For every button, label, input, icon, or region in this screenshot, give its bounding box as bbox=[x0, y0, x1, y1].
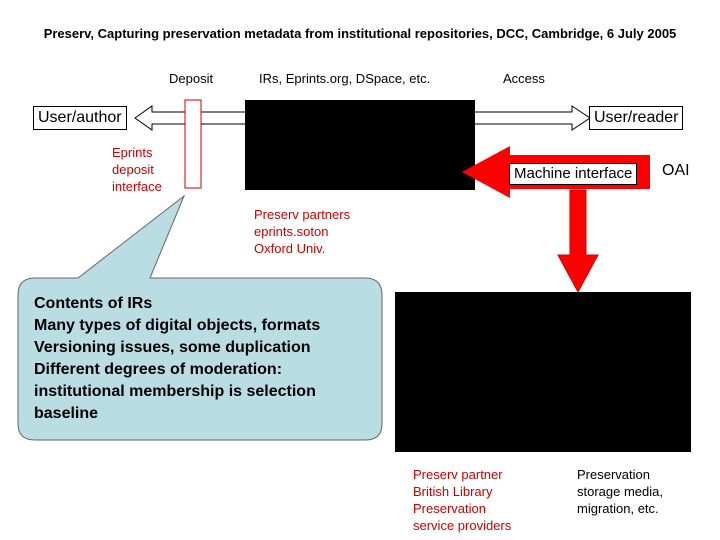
deposit-interface-box bbox=[185, 100, 201, 188]
eprints-deposit-label: Eprints deposit interface bbox=[112, 145, 162, 194]
deposit-label: Deposit bbox=[169, 71, 214, 86]
ir-black-box bbox=[245, 100, 475, 190]
callout-text: Contents of IRs Many types of digital objects, formats Versioning issues, some duplication Different degrees of moderation: institutional membership is selection baseline bbox=[34, 295, 321, 422]
irs-label: IRs, Eprints.org, DSpace, etc. bbox=[259, 71, 431, 86]
british-library-label: Preserv partner British Library Preservation service providers bbox=[413, 467, 512, 533]
page-title: Preserv, Capturing preservation metadata from institutional repositories, DCC, Cambridge, 6 July 2005 bbox=[43, 26, 677, 41]
machine-interface-box: Machine interface bbox=[509, 163, 637, 185]
user-reader-box: User/reader bbox=[589, 106, 683, 130]
oai-label: OAI bbox=[662, 162, 690, 179]
preservation-black-box bbox=[395, 292, 691, 452]
user-author-box: User/author bbox=[33, 106, 127, 130]
storage-label: Preservation storage media, migration, etc. bbox=[577, 467, 663, 516]
preserv-partners-label: Preserv partners eprints.soton Oxford Univ. bbox=[254, 207, 351, 256]
oai-down-arrow bbox=[558, 190, 598, 292]
access-label: Access bbox=[503, 71, 545, 86]
